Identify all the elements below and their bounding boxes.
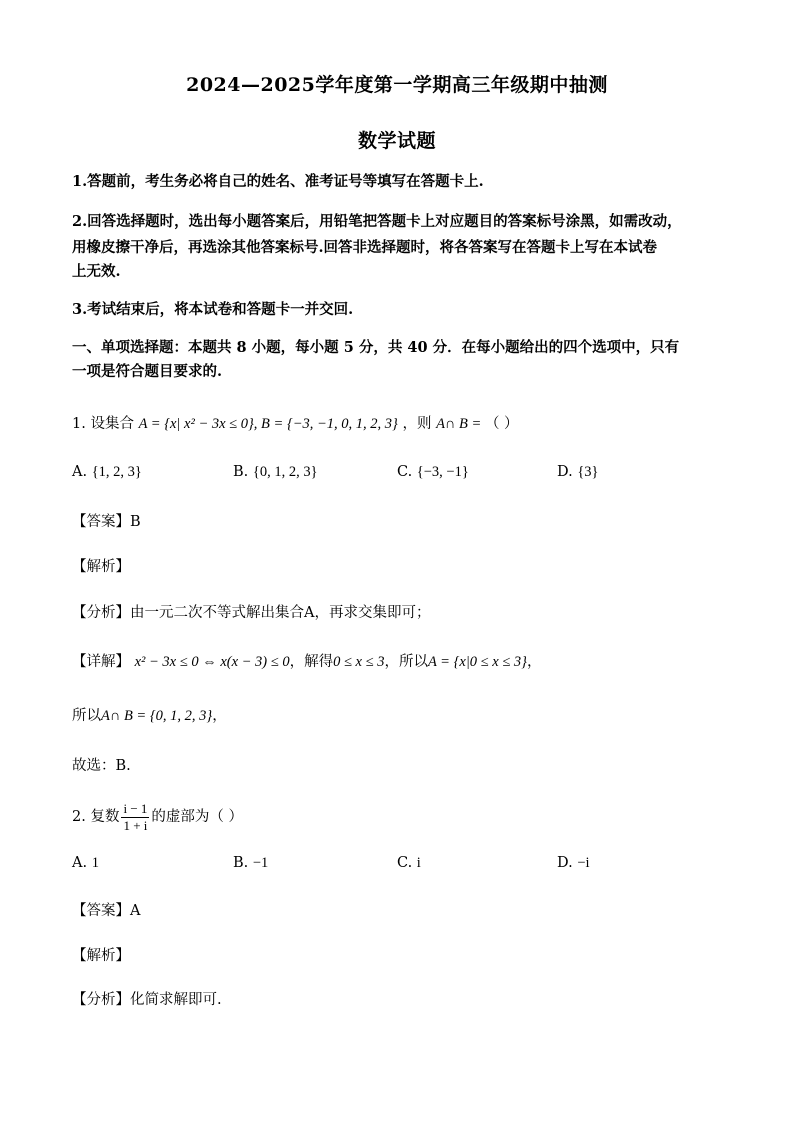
instruction-2-line-3: 上无效.: [72, 263, 121, 280]
q1-intersection-result: 所以A∩ B = {0, 1, 2, 3}，: [72, 708, 227, 724]
q1-xiangjie: 【详解】 x² − 3x ≤ 0 ⇔ x(x − 3) ≤ 0，解得0 ≤ x ≤ 3，所以A = {x|0 ≤ x ≤ 3}，: [72, 654, 542, 670]
section-heading-line-1: 一、单项选择题：本题共 8 小题，每小题 5 分，共 40 分．在每小题给出的四个选项中，只有: [72, 339, 680, 356]
question-1-prefix: 1. 设集合: [72, 416, 134, 432]
instruction-2-line-2: 用橡皮擦干净后，再选涂其他答案标号.回答非选择题时，将各答案写在答题卡上写在本试卷: [72, 239, 658, 256]
question-2-stem: 2. 复数 $\frac{i - 1}{1 + i}$ 的虚部为（ ）: [72, 800, 244, 833]
instruction-3: 3.考试结束后，将本试卷和答题卡一并交回.: [72, 301, 354, 318]
q1-option-b: B. {0, 1, 2, 3}: [233, 464, 318, 480]
q2-option-a: A. 1: [72, 855, 99, 871]
question-1-expression: A∩ B =: [436, 416, 485, 432]
q1-fenxi: 【分析】由一元二次不等式解出集合A，再求交集即可；: [72, 605, 431, 621]
instruction-1: 1.答题前，考生务必将自己的姓名、准考证号等填写在答题卡上.: [72, 173, 484, 190]
q2-answer: 【答案】A: [72, 903, 141, 919]
q1-option-a: A. {1, 2, 3}: [72, 464, 142, 480]
question-1-stem: [72, 410, 722, 438]
exam-title: 2024—2025学年度第一学期高三年级期中抽测: [186, 74, 608, 96]
q2-fenxi: 【分析】化简求解即可.: [72, 992, 222, 1008]
question-1-sets: A = {x| x² − 3x ≤ 0}, B = {−3, −1, 0, 1, 2, 3}: [138, 416, 398, 432]
q2-option-b: B. −1: [233, 855, 269, 871]
q1-option-c: C. {−3, −1}: [397, 464, 469, 480]
exam-subtitle: 数学试题: [357, 130, 436, 152]
q1-analysis-label: 【解析】: [72, 559, 130, 575]
question-1-mid: ，则: [402, 416, 432, 432]
q1-conclusion: 故选：B.: [72, 758, 131, 774]
instruction-2-line-1: 2.回答选择题时，选出每小题答案后，用铅笔把答题卡上对应题目的答案标号涂黑，如需改动，: [72, 213, 682, 230]
q2-analysis-label: 【解析】: [72, 948, 130, 964]
question-1-paren: （ ）: [484, 416, 519, 432]
section-heading-line-2: 一项是符合题目要求的.: [72, 363, 223, 380]
q2-option-d: D. −i: [557, 855, 590, 871]
q1-answer: 【答案】B: [72, 514, 141, 530]
q1-option-d: D. {3}: [557, 464, 599, 480]
q2-option-c: C. i: [397, 855, 421, 871]
q2-fraction: $\frac{i - 1}{1 + i}$: [123, 800, 148, 833]
